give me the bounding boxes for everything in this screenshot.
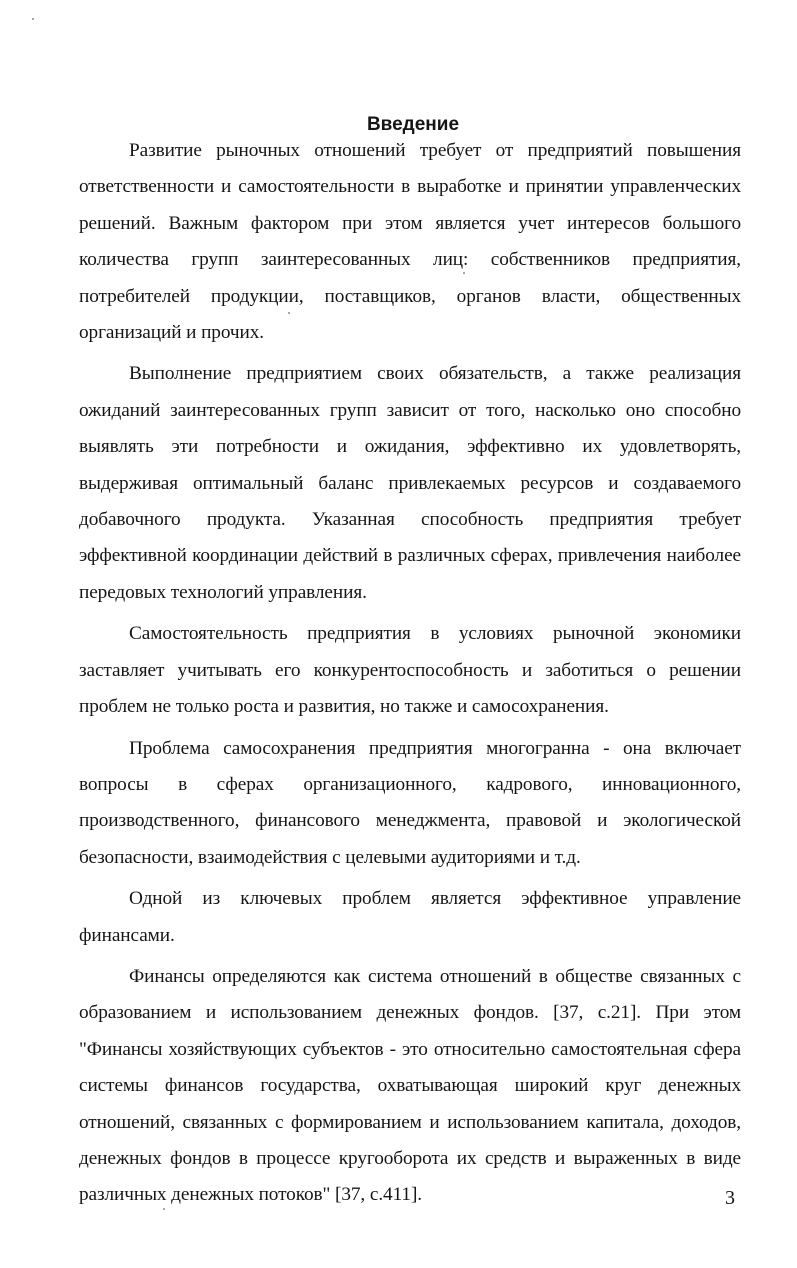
page-title: Введение — [366, 114, 460, 135]
paragraph-5: Одной из ключевых проблем является эффективное управление финансами. — [79, 888, 741, 946]
paragraph-2: Выполнение предприятием своих обязательств, а также реализация ожиданий заинтересованных групп зависит от того, насколько оно способно выявлять эти потребности и ожидания, эффективно их удовлетворять, выдерживая оптимальный баланс привлекаемых ресурсов и создаваемого добавочного продукта. Указанная способность предприятия требует эффективной координации действий в различных сферах, привлечения наиболее передовых технологий управления. — [79, 363, 741, 603]
paragraph-4: Проблема самосохранения предприятия многогранна - она включает вопросы в сферах организационного, кадрового, инновационного, производственного, финансового менеджмента, правовой и экологической безопасности, взаимодействия с целевыми аудиториями и т.д. — [79, 737, 741, 868]
scan-speck — [163, 1208, 165, 1210]
document-body — [79, 133, 741, 1214]
paragraph-1: Развитие рыночных отношений требует от предприятий повышения ответственности и самостоятельности в выработке и принятии управленческих решений. Важным фактором при этом является учет интересов большого количества групп заинтересованных лиц: собственников предприятия, потребителей продукции, поставщиков, органов власти, общественных организаций и прочих. — [79, 140, 741, 344]
page-number: 3 — [725, 1187, 735, 1209]
paragraph-3: Самостоятельность предприятия в условиях рыночной экономики заставляет учитывать его конкурентоспособность и заботиться о решении проблем не только роста и развития, но также и самосохранения. — [79, 623, 741, 718]
scan-speck — [32, 18, 34, 20]
scan-speck — [288, 312, 290, 314]
paragraph-6: Финансы определяются как система отношений в обществе связанных с образованием и использованием денежных фондов. [37, с.21]. При этом "Финансы хозяйствующих субъектов - это относительно самостоятельная сфера системы финансов государства, охватывающая широкий круг денежных отношений, связанных с формированием и использованием капитала, доходов, денежных фондов в процессе кругооборота их средств и выраженных в виде различных денежных потоков" [37, с.411]. — [79, 965, 741, 1206]
scan-speck — [463, 272, 465, 274]
